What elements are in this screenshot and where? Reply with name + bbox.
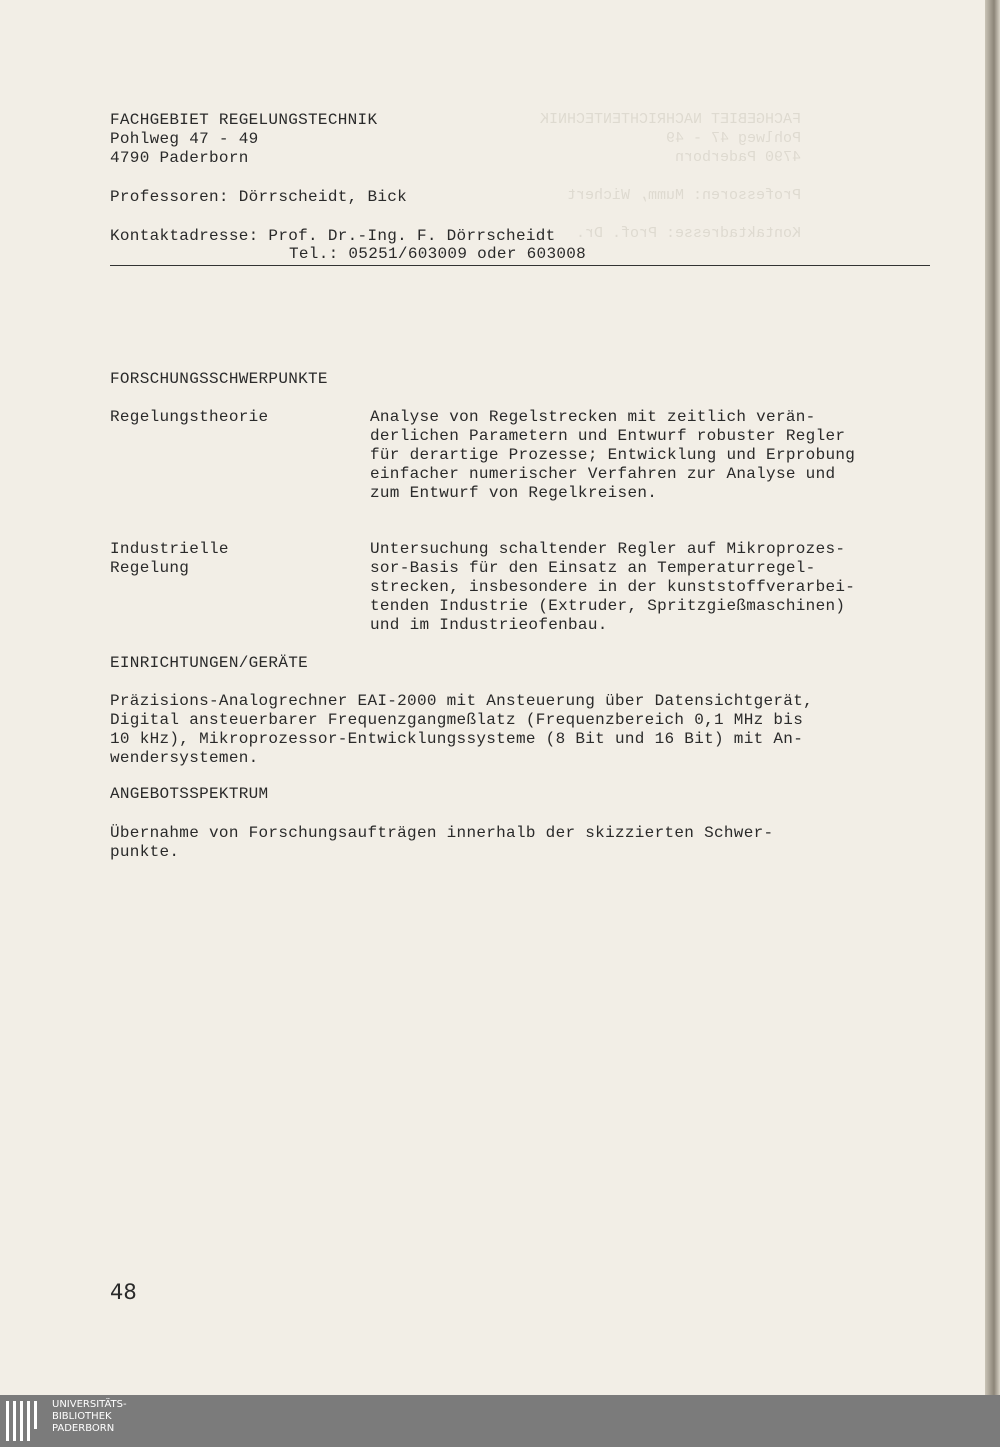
library-logo-text: UNIVERSITÄTS- BIBLIOTHEK PADERBORN xyxy=(52,1399,127,1434)
equipment-text: Präzisions-Analogrechner EAI-2000 mit Ansteuerung über Datensichtgerät, Digital ansteuerbarer Frequenzgangmeßlatz (Frequenzbereich 0,1 MHz bis 10 kHz), Mikroprozessor-Entwicklungssysteme (8 Bit und 16 Bit) mit An- wendersystemen. xyxy=(110,692,814,767)
city-address: 4790 Paderborn xyxy=(110,149,249,167)
offer-text: Übernahme von Forschungsaufträgen innerhalb der skizzierten Schwer- punkte. xyxy=(110,824,774,861)
research-text: Analyse von Regelstrecken mit zeitlich verän- derlichen Parametern und Entwurf robuster Regler für derartige Prozesse; Entwicklung und Erprobung einfacher numerischer Verfahren zur Analyse und zum Entwurf von Regelkreisen. xyxy=(370,408,856,502)
professors-line: Professoren: Dörrscheidt, Bick xyxy=(110,188,408,206)
research-label: Regelungstheorie xyxy=(110,408,269,426)
contact-line: Kontaktadresse: Prof. Dr.-Ing. F. Dörrscheidt xyxy=(110,227,556,245)
library-footer xyxy=(0,1395,1000,1447)
offer-heading: ANGEBOTSSPEKTRUM xyxy=(110,785,269,803)
street-address: Pohlweg 47 - 49 xyxy=(110,130,259,148)
book-spine xyxy=(985,0,1000,1395)
phone-line: Tel.: 05251/603009 oder 603008 xyxy=(289,245,587,263)
library-logo-icon xyxy=(4,1401,40,1441)
research-label: Industrielle Regelung xyxy=(110,540,229,577)
research-text: Untersuchung schaltender Regler auf Mikroprozes- sor-Basis für den Einsatz an Temperaturregel- strecken, insbesondere in der kunststoffverarbei- tenden Industrie (Extruder, Spritzgießmaschinen) und im Industrieofenbau. xyxy=(370,540,856,634)
header-divider xyxy=(110,265,930,266)
equipment-heading: EINRICHTUNGEN/GERÄTE xyxy=(110,654,309,672)
institute-name: FACHGEBIET REGELUNGSTECHNIK xyxy=(110,111,378,129)
page-number: 48 xyxy=(110,1280,137,1304)
bleed-through: FACHGEBIET NACHRICHTENTECHNIK Pohlweg 47 - 49 4790 Paderborn Professoren: Mumm, Wichert Kontaktadresse: Prof. Dr. xyxy=(540,111,802,242)
research-heading: FORSCHUNGSSCHWERPUNKTE xyxy=(110,370,328,388)
